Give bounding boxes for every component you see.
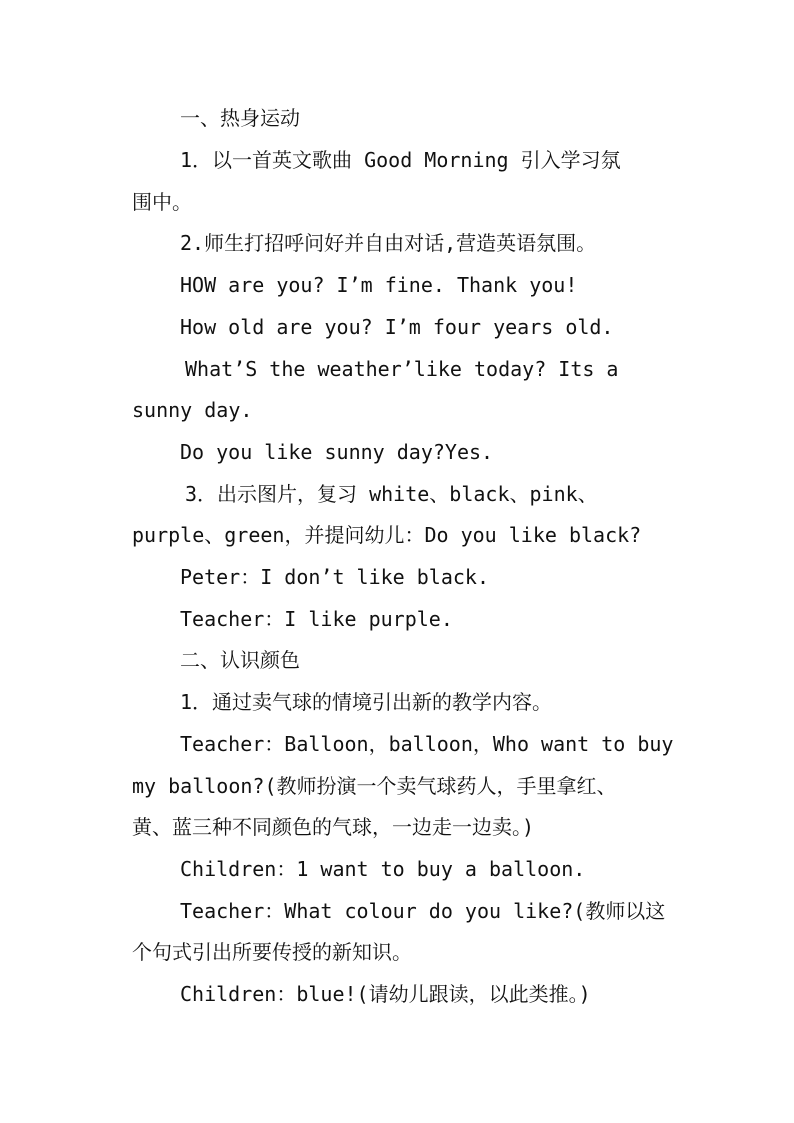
dialogue-line: What’S the weather’like today? Its a — [185, 357, 619, 381]
dialogue-line: Peter：I don’t like black. — [180, 565, 489, 589]
dialogue-line: my balloon?(教师扮演一个卖气球药人，手里拿红、 — [132, 774, 617, 798]
dialogue-line: Teacher：I like purple. — [180, 607, 453, 631]
paragraph-line: 黄、蓝三种不同颜色的气球，一边走一边卖。) — [132, 815, 535, 839]
paragraph-line: 3．出示图片，复习 white、black、pink、 — [185, 482, 598, 506]
heading-warmup: 一、热身运动 — [180, 106, 300, 130]
dialogue-line: HOW are you? I’m fine. Thank you! — [180, 273, 578, 297]
dialogue-line: Children：1 want to buy a balloon. — [180, 857, 586, 881]
dialogue-line: Teacher：What colour do you like?(教师以这 — [180, 899, 666, 923]
dialogue-line: Teacher：Balloon，balloon，Who want to buy — [180, 732, 674, 756]
paragraph-line: 围中。 — [132, 190, 192, 214]
paragraph-line: purple、green，并提问幼儿：Do you like black? — [132, 523, 642, 547]
dialogue-line: How old are you? I’m four years old. — [180, 315, 614, 339]
dialogue-line: Do you like sunny day?Yes. — [180, 440, 494, 464]
dialogue-line: Children：blue!(请幼儿跟读，以此类推。) — [180, 982, 591, 1006]
paragraph-line: 2.师生打招呼问好并自由对话,营造英语氛围。 — [180, 231, 597, 255]
dialogue-line: sunny day. — [132, 398, 253, 422]
heading-colors: 二、认识颜色 — [180, 648, 300, 672]
paragraph-line: 1．通过卖气球的情境引出新的教学内容。 — [180, 690, 553, 714]
paragraph-line: 1．以一首英文歌曲 Good Morning 引入学习氛 — [180, 148, 621, 172]
paragraph-line: 个句式引出所要传授的新知识。 — [132, 940, 412, 964]
